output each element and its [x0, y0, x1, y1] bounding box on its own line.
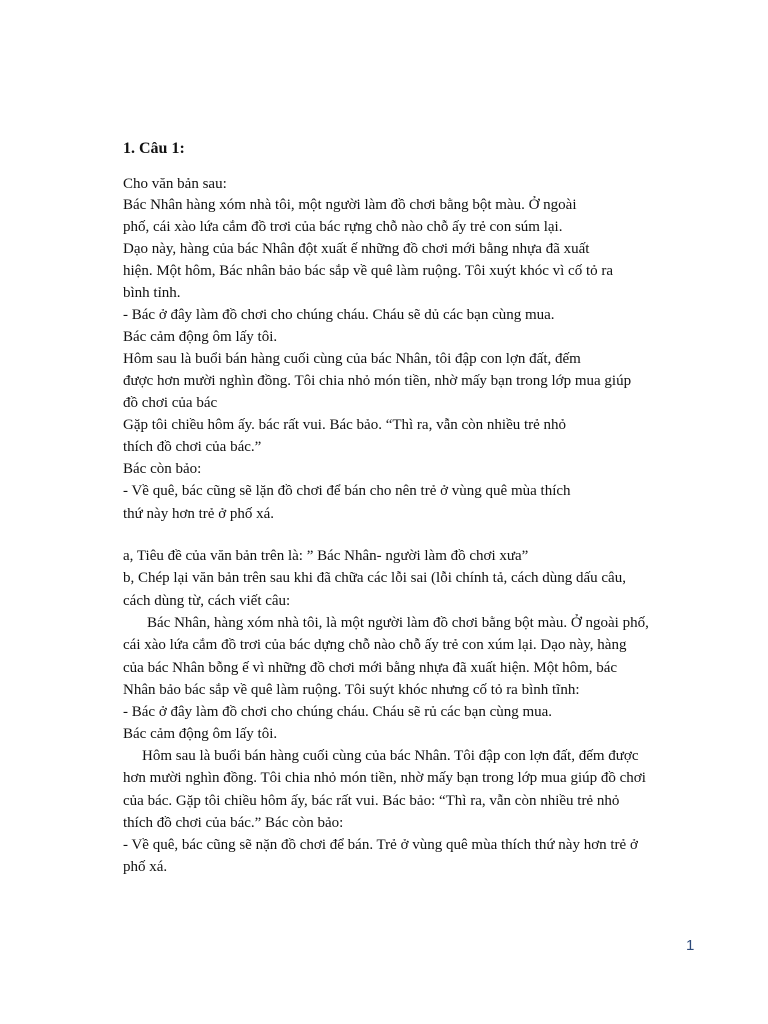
- answer-line: Bác Nhân, hàng xóm nhà tôi, là một người làm đồ chơi bằng bột màu. Ở ngoài phố,: [147, 615, 649, 631]
- answer-line: phố xá.: [123, 859, 168, 875]
- page-number: 1: [686, 937, 695, 954]
- answer-line: của bác. Gặp tôi chiều hôm ấy, bác rất vui. Bác bảo: “Thì ra, vẫn còn nhiều trẻ nhỏ: [123, 793, 620, 809]
- passage-line: - Về quê, bác cũng sẽ lặn đồ chơi để bán cho nên trẻ ở vùng quê mùa thích: [123, 483, 571, 499]
- answer-line: - Bác ở đây làm đồ chơi cho chúng cháu. Cháu sẽ rủ các bạn cùng mua.: [123, 704, 553, 720]
- answer-line: b, Chép lại văn bản trên sau khi đã chữa các lỗi sai (lỗi chính tả, cách dùng dấu câu,: [123, 570, 626, 586]
- passage-line: Bác Nhân hàng xóm nhà tôi, một người làm đồ chơi bằng bột màu. Ở ngoài: [123, 197, 577, 213]
- passage-line: Hôm sau là buổi bán hàng cuối cùng của bác Nhân, tôi đập con lợn đất, đếm: [123, 351, 581, 367]
- passage-line: phố, cái xào lứa cắm đồ trơi của bác rựng chỗ nào chỗ ấy trẻ con súm lại.: [123, 219, 563, 235]
- passage-line: Cho văn bản sau:: [123, 176, 227, 192]
- passage-line: hiện. Một hôm, Bác nhân bảo bác sắp về quê làm ruộng. Tôi xuýt khóc vì cố tỏ ra: [123, 263, 614, 279]
- passage-line: Gặp tôi chiều hôm ấy. bác rất vui. Bác bảo. “Thì ra, vẫn còn nhiều trẻ nhỏ: [123, 417, 567, 433]
- answer-line: Nhân bảo bác sắp về quê làm ruộng. Tôi suýt khóc nhưng cố tỏ ra bình tĩnh:: [123, 682, 580, 698]
- answer-line: hơn mười nghìn đồng. Tôi chia nhỏ món tiền, nhờ mấy bạn trong lớp mua giúp đồ chơi: [123, 770, 646, 786]
- answer-line: của bác Nhân bỗng ế vì những đồ chơi mới bằng nhựa đã xuất hiện. Một hôm, bác: [123, 660, 618, 676]
- answer-line: a, Tiêu đề của văn bản trên là: ” Bác Nhân- người làm đồ chơi xưa”: [123, 548, 529, 564]
- passage-line: Bác cảm động ôm lấy tôi.: [123, 329, 278, 345]
- passage-line: thứ này hơn trẻ ở phố xá.: [123, 506, 275, 522]
- question-heading: 1. Câu 1:: [123, 140, 185, 157]
- passage-line: đồ chơi của bác: [123, 395, 218, 411]
- answer-line: thích đồ chơi của bác.” Bác còn bảo:: [123, 815, 344, 831]
- answer-line: - Về quê, bác cũng sẽ nặn đồ chơi để bán. Trẻ ở vùng quê mùa thích thứ này hơn trẻ ở: [123, 837, 638, 853]
- passage-line: thích đồ chơi của bác.”: [123, 439, 262, 455]
- passage-line: bình tỉnh.: [123, 285, 181, 301]
- answer-line: Hôm sau là buổi bán hàng cuối cùng của bác Nhân. Tôi đập con lợn đất, đếm được: [142, 748, 639, 764]
- passage-line: - Bác ở đây làm đồ chơi cho chúng cháu. Cháu sẽ dủ các bạn cùng mua.: [123, 307, 555, 323]
- answer-line: Bác cảm động ôm lấy tôi.: [123, 726, 278, 742]
- answer-line: cách dùng từ, cách viết câu:: [123, 593, 291, 609]
- passage-line: Dạo này, hàng của bác Nhân đột xuất ế những đồ chơi mới bằng nhựa đã xuất: [123, 241, 590, 257]
- answer-line: cái xào lứa cắm đồ trơi của bác dựng chỗ nào chỗ ấy trẻ con xúm lại. Dạo này, hàng: [123, 637, 627, 653]
- passage-line: được hơn mười nghìn đồng. Tôi chia nhỏ món tiền, nhờ mấy bạn trong lớp mua giúp: [123, 373, 632, 389]
- passage-line: Bác còn bảo:: [123, 461, 202, 477]
